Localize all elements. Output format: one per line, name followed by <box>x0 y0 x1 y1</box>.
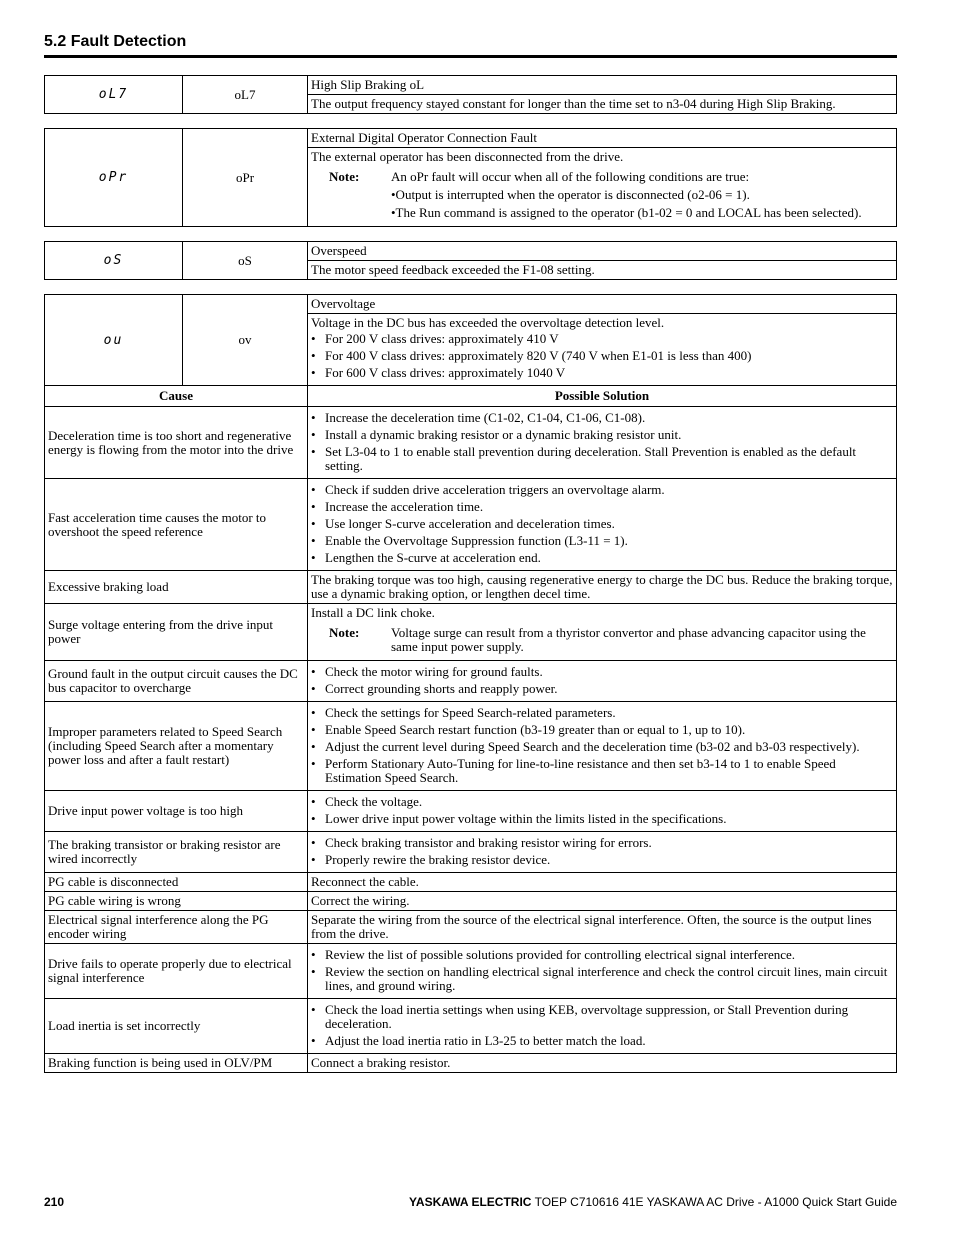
cause-cell: Load inertia is set incorrectly <box>45 999 308 1054</box>
fault-table-ol7 <box>44 75 897 114</box>
solution-item: • Adjust the load inertia ratio in L3-25 to better match the load. <box>311 1034 893 1048</box>
solution-item: • Increase the acceleration time. <box>311 500 893 514</box>
solution-cell <box>308 407 897 479</box>
table-row <box>45 873 897 892</box>
table-row <box>45 999 897 1054</box>
page-number: 210 <box>44 1195 65 1209</box>
cause-cell: Excessive braking load <box>45 571 308 604</box>
fault-display-code: oS <box>45 242 183 280</box>
solution-cell <box>308 832 897 873</box>
list-item: • For 600 V class drives: approximately 1040 V <box>311 366 893 380</box>
cause-cell: Drive fails to operate properly due to electrical signal interference <box>45 944 308 999</box>
fault-display-code: oPr <box>45 129 183 227</box>
solution-text: The braking torque was too high, causing regenerative energy to charge the DC bus. Reduce the braking torque, use a dynamic braking option, or lengthen decel time. <box>311 572 893 601</box>
solution-item: • Set L3-04 to 1 to enable stall prevention during deceleration. Stall Prevention is enabled as the default setting. <box>311 445 893 473</box>
fault-description: Voltage in the DC bus has exceeded the overvoltage detection level. • For 200 V class drives: approximately 410 V • For 400 V class drives: approximately 820 V (740 V when E1-01 is less than 400) • For 600 V class drives: approximately 1040 V <box>308 314 897 386</box>
solution-item: • Enable the Overvoltage Suppression function (L3-11 = 1). <box>311 534 893 548</box>
table-row <box>45 571 897 604</box>
cause-cell: Improper parameters related to Speed Search (including Speed Search after a momentary power loss and after a fault restart) <box>45 702 308 791</box>
solution-item: • Enable Speed Search restart function (b3-19 greater than or equal to 1, up to 10). <box>311 723 893 737</box>
solution-cell <box>308 892 897 911</box>
fault-display-code: ou <box>45 295 183 386</box>
cause-cell: Ground fault in the output circuit causes the DC bus capacitor to overcharge <box>45 661 308 702</box>
solution-item: • Check the voltage. <box>311 795 893 809</box>
solution-cell <box>308 911 897 944</box>
cause-header: Cause <box>45 386 308 407</box>
solution-text: Correct the wiring. <box>311 893 410 908</box>
fault-title: Overspeed <box>308 242 897 261</box>
cause-cell: Surge voltage entering from the drive input power <box>45 604 308 661</box>
cause-cell: Deceleration time is too short and regenerative energy is flowing from the motor into the drive <box>45 407 308 479</box>
solution-item: • Use longer S-curve acceleration and deceleration times. <box>311 517 893 531</box>
table-row <box>45 661 897 702</box>
fault-name: oL7 <box>183 76 308 114</box>
solution-item: • Install a dynamic braking resistor or a dynamic braking resistor unit. <box>311 428 893 442</box>
solution-cell <box>308 702 897 791</box>
cause-cell: Braking function is being used in OLV/PM <box>45 1054 308 1073</box>
table-row <box>45 791 897 832</box>
solution-item: • Perform Stationary Auto-Tuning for line-to-line resistance and then set b3-14 to 1 to enable Speed Estimation Speed Search. <box>311 757 893 785</box>
fault-table-os <box>44 241 897 280</box>
table-row <box>45 832 897 873</box>
cause-cell: Electrical signal interference along the PG encoder wiring <box>45 911 308 944</box>
solution-cell <box>308 873 897 892</box>
fault-display-code: oL7 <box>45 76 183 114</box>
fault-name: oS <box>183 242 308 280</box>
solution-item: • Lower drive input power voltage within the limits listed in the specifications. <box>311 812 893 826</box>
solution-item: • Check braking transistor and braking resistor wiring for errors. <box>311 836 893 850</box>
fault-name: oPr <box>183 129 308 227</box>
list-item: • For 200 V class drives: approximately 410 V <box>311 332 893 346</box>
note: Note: An oPr fault will occur when all of the following conditions are true: •Output is interrupted when the operator is disconnected (o2-06 = 1). •The Run command is assigned to the operator (b1-02 = 0 and LOCAL has been selected). <box>311 170 893 224</box>
fault-description: The external operator has been disconnected from the drive. Note: An oPr fault will occur when all of the following conditions are true: •Output is interrupted when the operator is disconnected (o2-06 = 1). •The Run command is assigned to the operator (b1-02 = 0 and LOCAL has been selected). <box>308 148 897 227</box>
cause-cell: Fast acceleration time causes the motor to overshoot the speed reference <box>45 479 308 571</box>
solution-item: • Check the load inertia settings when using KEB, overvoltage suppression, or Stall Prevention during deceleration. <box>311 1003 893 1031</box>
table-row <box>45 911 897 944</box>
list-item: • For 400 V class drives: approximately 820 V (740 V when E1-01 is less than 400) <box>311 349 893 363</box>
solution-text: Separate the wiring from the source of the electrical signal interference. Often, the source is the output lines from the drive. <box>311 912 872 941</box>
cause-cell: The braking transistor or braking resistor are wired incorrectly <box>45 832 308 873</box>
solution-cell <box>308 1054 897 1073</box>
note-item: •Output is interrupted when the operator is disconnected (o2-06 = 1). <box>391 187 750 202</box>
solution-item: • Increase the deceleration time (C1-02, C1-04, C1-06, C1-08). <box>311 411 893 425</box>
cause-cell: PG cable is disconnected <box>45 873 308 892</box>
note: Note: Voltage surge can result from a thyristor convertor and phase advancing capacitor using the same input power supply. <box>329 625 866 654</box>
table-row <box>45 479 897 571</box>
fault-title: External Digital Operator Connection Fault <box>308 129 897 148</box>
solution-item: • Adjust the current level during Speed Search and the deceleration time (b3-02 and b3-03 respectively). <box>311 740 893 754</box>
solution-item: • Properly rewire the braking resistor device. <box>311 853 893 867</box>
solution-item: • Check the motor wiring for ground faults. <box>311 665 893 679</box>
solution-text: Reconnect the cable. <box>311 874 419 889</box>
table-row <box>45 407 897 479</box>
table-row <box>45 944 897 999</box>
fault-name: ov <box>183 295 308 386</box>
page-footer <box>44 1195 897 1209</box>
solution-item: • Check the settings for Speed Search-related parameters. <box>311 706 893 720</box>
solution-item: • Correct grounding shorts and reapply power. <box>311 682 893 696</box>
solution-header: Possible Solution <box>308 386 897 407</box>
table-row <box>45 702 897 791</box>
table-row <box>45 892 897 911</box>
note-item: •The Run command is assigned to the operator (b1-02 = 0 and LOCAL has been selected). <box>391 205 862 220</box>
solution-cell <box>308 571 897 604</box>
solution-cell <box>308 661 897 702</box>
solution-item: • Review the list of possible solutions provided for controlling electrical signal interference. <box>311 948 893 962</box>
section-title: 5.2 Fault Detection <box>44 33 187 50</box>
fault-title: High Slip Braking oL <box>308 76 897 95</box>
document-reference: YASKAWA ELECTRIC TOEP C710616 41E YASKAWA AC Drive - A1000 Quick Start Guide <box>409 1195 897 1209</box>
fault-table-ov <box>44 294 897 1073</box>
solution-text: Connect a braking resistor. <box>311 1055 451 1070</box>
fault-description: The motor speed feedback exceeded the F1-08 setting. <box>308 261 897 280</box>
solution-cell <box>308 604 897 661</box>
cause-cell: Drive input power voltage is too high <box>45 791 308 832</box>
table-row <box>45 1054 897 1073</box>
solution-item: • Review the section on handling electrical signal interference and check the control circuit lines, main circuit lines, and ground wiring. <box>311 965 893 993</box>
solution-cell <box>308 791 897 832</box>
fault-table-opr <box>44 128 897 227</box>
table-row <box>45 604 897 661</box>
solution-cell <box>308 999 897 1054</box>
solution-item: • Check if sudden drive acceleration triggers an overvoltage alarm. <box>311 483 893 497</box>
solution-cell <box>308 944 897 999</box>
fault-title: Overvoltage <box>308 295 897 314</box>
solution-item: • Lengthen the S-curve at acceleration end. <box>311 551 893 565</box>
section-header <box>44 33 897 58</box>
solution-cell <box>308 479 897 571</box>
fault-description: The output frequency stayed constant for longer than the time set to n3-04 during High Slip Braking. <box>308 95 897 114</box>
solution-text: Install a DC link choke. <box>311 605 435 620</box>
cause-cell: PG cable wiring is wrong <box>45 892 308 911</box>
